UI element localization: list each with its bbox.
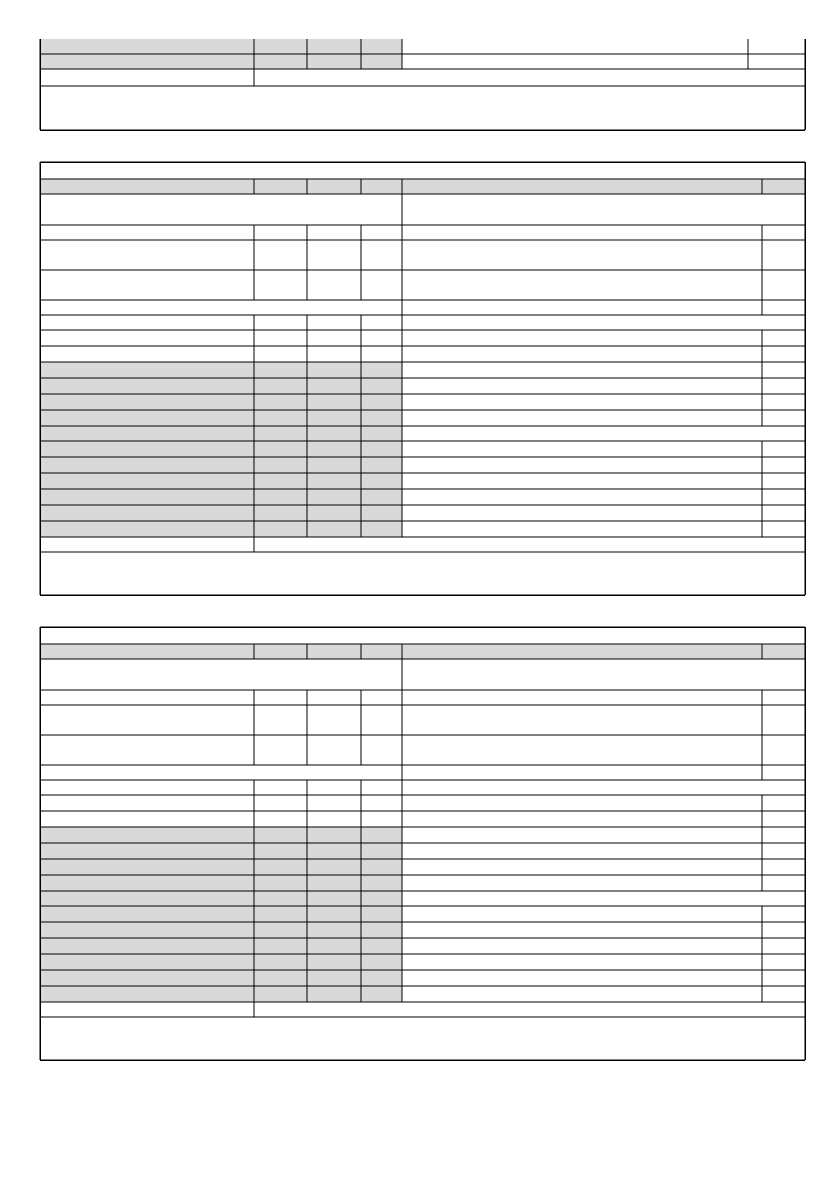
shaded-cell (40, 362, 402, 537)
header-shade (40, 644, 805, 659)
header-shade (40, 179, 805, 194)
shaded-cell (40, 827, 402, 1002)
